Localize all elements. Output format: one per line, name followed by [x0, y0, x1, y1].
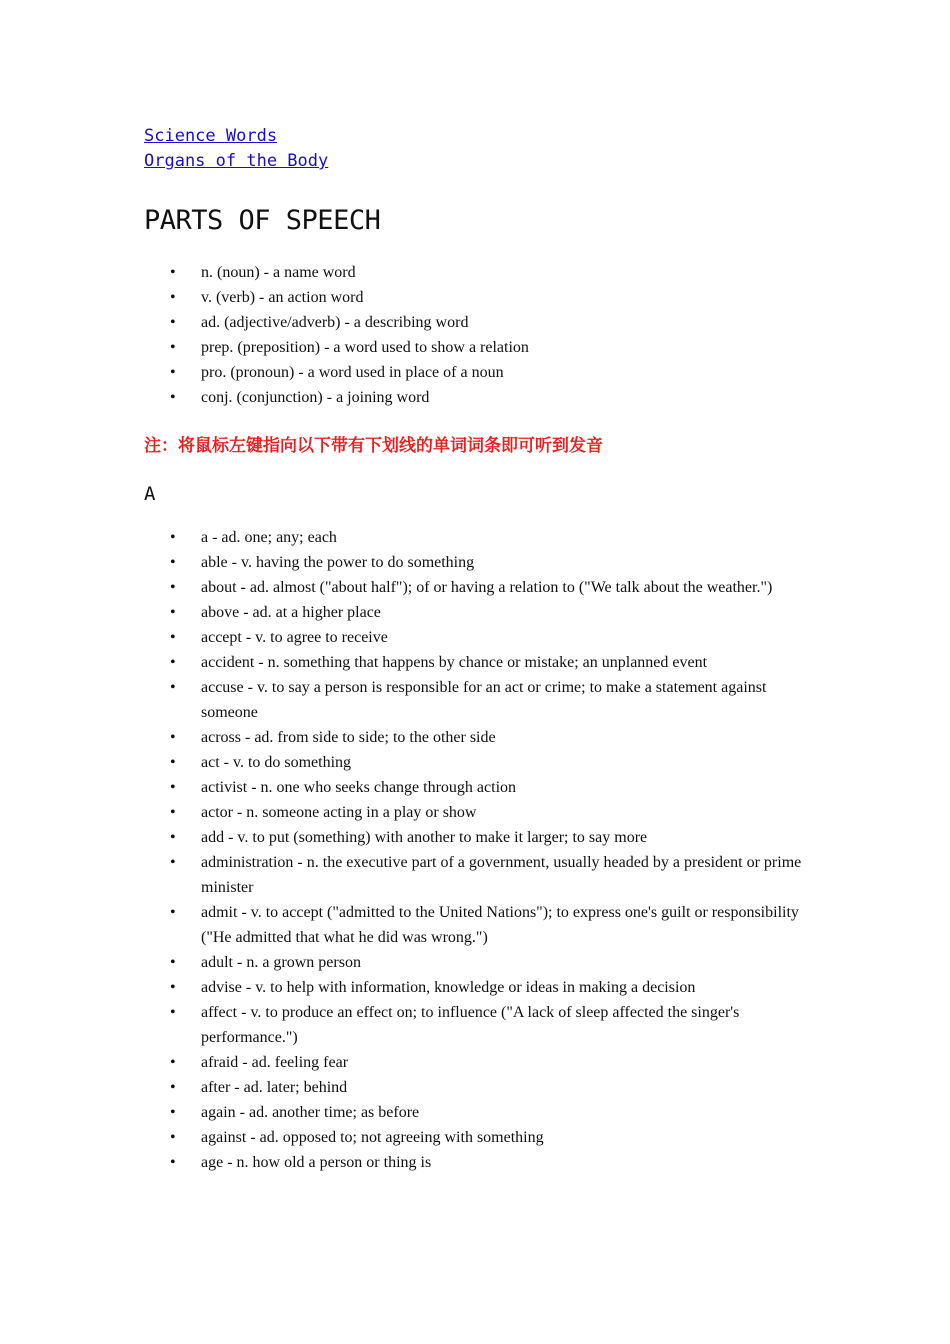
word-entry: • accident - n. something that happens by chance or mistake; an unplanned event	[144, 650, 824, 675]
word-list	[144, 525, 824, 1175]
word-entry: • accept - v. to agree to receive	[144, 625, 824, 650]
list-item: • n. (noun) - a name word	[144, 260, 824, 285]
word-entry: • age - n. how old a person or thing is	[144, 1150, 824, 1175]
word-entry: • across - ad. from side to side; to the other side	[144, 725, 824, 750]
word-entry: • adult - n. a grown person	[144, 950, 824, 975]
organs-of-the-body-link[interactable]: Organs of the Body	[144, 151, 329, 171]
list-item: • ad. (adjective/adverb) - a describing word	[144, 310, 824, 335]
word-entry: • add - v. to put (something) with another to make it larger; to say more	[144, 825, 824, 850]
word-entry: • afraid - ad. feeling fear	[144, 1050, 824, 1075]
list-item: • prep. (preposition) - a word used to show a relation	[144, 335, 824, 360]
word-entry: • against - ad. opposed to; not agreeing with something	[144, 1125, 824, 1150]
word-entry: • above - ad. at a higher place	[144, 600, 824, 625]
word-entry: • a - ad. one; any; each	[144, 525, 824, 550]
word-entry: • affect - v. to produce an effect on; to influence ("A lack of sleep affected the singer's performance.")	[144, 1000, 824, 1050]
word-entry: • activist - n. one who seeks change through action	[144, 775, 824, 800]
nav-links	[144, 124, 824, 174]
document-page	[144, 124, 824, 1175]
list-item: • conj. (conjunction) - a joining word	[144, 385, 824, 410]
science-words-link[interactable]: Science Words	[144, 126, 278, 146]
list-item: • v. (verb) - an action word	[144, 285, 824, 310]
parts-of-speech-list	[144, 260, 824, 410]
word-entry: • administration - n. the executive part of a government, usually headed by a president or prime minister	[144, 850, 824, 900]
list-item: • pro. (pronoun) - a word used in place of a noun	[144, 360, 824, 385]
word-entry: • able - v. having the power to do something	[144, 550, 824, 575]
word-entry: • about - ad. almost ("about half"); of or having a relation to ("We talk about the weather.")	[144, 575, 824, 600]
pronunciation-note: 注：将鼠标左键指向以下带有下划线的单词词条即可听到发音	[144, 436, 603, 456]
word-entry: • act - v. to do something	[144, 750, 824, 775]
word-entry: • admit - v. to accept ("admitted to the United Nations"); to express one's guilt or responsibility ("He admitted that what he did was wrong.")	[144, 900, 824, 950]
word-entry: • advise - v. to help with information, knowledge or ideas in making a decision	[144, 975, 824, 1000]
section-letter-heading: A	[144, 483, 156, 505]
word-entry: • again - ad. another time; as before	[144, 1100, 824, 1125]
page-title: PARTS OF SPEECH	[144, 205, 381, 236]
word-entry: • accuse - v. to say a person is responsible for an act or crime; to make a statement against someone	[144, 675, 824, 725]
word-entry: • after - ad. later; behind	[144, 1075, 824, 1100]
word-entry: • actor - n. someone acting in a play or show	[144, 800, 824, 825]
